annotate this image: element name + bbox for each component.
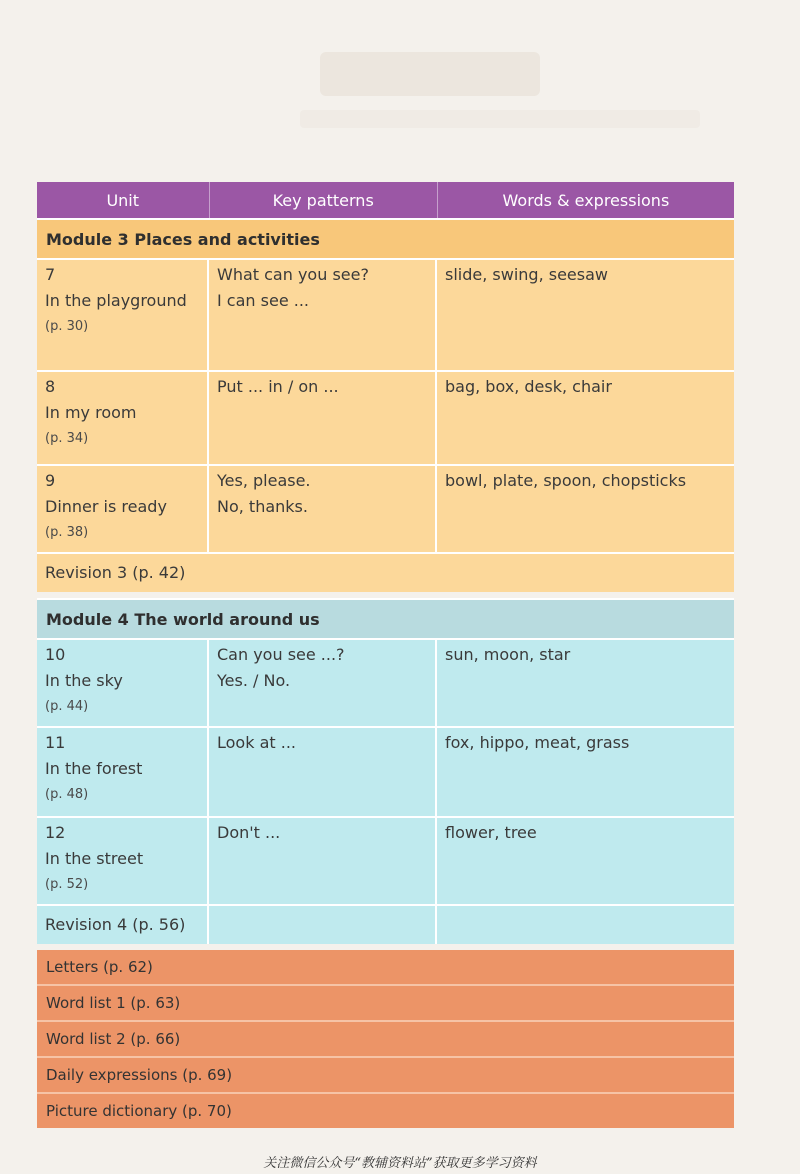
unit-page: (p. 44) (45, 699, 89, 714)
pattern-line: Yes, please. (217, 471, 311, 490)
patterns-cell (209, 260, 437, 370)
table-row[interactable] (37, 464, 734, 552)
table-row[interactable] (37, 370, 734, 464)
contents-table (37, 182, 734, 1128)
extras-item-daily-expressions[interactable]: Daily expressions (p. 69) (37, 1056, 734, 1092)
extras-item-picture-dictionary[interactable]: Picture dictionary (p. 70) (37, 1092, 734, 1128)
unit-number: 8 (45, 377, 56, 396)
unit-number: 10 (45, 645, 66, 664)
pattern-line: Can you see ...? (217, 645, 345, 664)
footer-note: 关注微信公众号“教辅资料站”获取更多学习资料 (263, 1156, 537, 1171)
table-row[interactable] (37, 638, 734, 726)
unit-number: 7 (45, 265, 56, 284)
pattern-line: Yes. / No. (217, 671, 291, 690)
patterns-cell (209, 466, 437, 552)
patterns-cell (209, 372, 437, 464)
module-3-section (37, 218, 734, 592)
words-cell: fox, hippo, meat, grass (445, 733, 630, 752)
patterns-cell (209, 818, 437, 904)
revision-label: Revision 3 (p. 42) (45, 563, 186, 582)
unit-cell (37, 466, 209, 552)
extras-section (37, 950, 734, 1128)
table-header (37, 182, 734, 218)
header-unit: Unit (37, 182, 210, 218)
unit-cell (37, 640, 209, 726)
unit-page: (p. 52) (45, 877, 89, 892)
unit-name: Dinner is ready (45, 497, 167, 516)
header-key-patterns: Key patterns (210, 182, 438, 218)
unit-number: 11 (45, 733, 66, 752)
pattern-line: Don't ... (217, 823, 281, 842)
revision-row[interactable] (37, 552, 734, 592)
words-cell: flower, tree (445, 823, 537, 842)
pattern-line: I can see ... (217, 291, 309, 310)
faded-page-title (320, 52, 540, 96)
module-title: Module 4 The world around us (37, 598, 734, 638)
module-4-section (37, 598, 734, 944)
unit-page: (p. 38) (45, 525, 89, 540)
empty-cell (437, 906, 734, 944)
unit-page: (p. 48) (45, 787, 89, 802)
pattern-line: Put ... in / on ... (217, 377, 339, 396)
header-words: Words & expressions (502, 190, 670, 210)
pattern-line: No, thanks. (217, 497, 308, 516)
extras-item-word-list-2[interactable]: Word list 2 (p. 66) (37, 1020, 734, 1056)
unit-name: In the street (45, 849, 144, 868)
unit-number: 12 (45, 823, 66, 842)
unit-number: 9 (45, 471, 56, 490)
patterns-cell (209, 728, 437, 816)
pattern-line: What can you see? (217, 265, 369, 284)
unit-cell (37, 372, 209, 464)
unit-page: (p. 34) (45, 431, 89, 446)
table-row[interactable] (37, 726, 734, 816)
unit-cell (37, 818, 209, 904)
extras-item-word-list-1[interactable]: Word list 1 (p. 63) (37, 984, 734, 1020)
table-row[interactable] (37, 258, 734, 370)
unit-name: In the sky (45, 671, 123, 690)
revision-label: Revision 4 (p. 56) (37, 906, 209, 944)
words-cell: sun, moon, star (445, 645, 571, 664)
faded-subtitle (300, 110, 700, 128)
unit-name: In the forest (45, 759, 143, 778)
empty-cell (209, 906, 437, 944)
revision-row[interactable] (37, 904, 734, 944)
unit-name: In my room (45, 403, 137, 422)
pattern-line: Look at ... (217, 733, 296, 752)
patterns-cell (209, 640, 437, 726)
unit-name: In the playground (45, 291, 187, 310)
unit-page: (p. 30) (45, 319, 89, 334)
words-cell: bag, box, desk, chair (445, 377, 612, 396)
extras-item-letters[interactable]: Letters (p. 62) (37, 950, 734, 984)
table-row[interactable] (37, 816, 734, 904)
unit-cell (37, 728, 209, 816)
unit-cell (37, 260, 209, 370)
words-cell: slide, swing, seesaw (445, 265, 608, 284)
words-cell: bowl, plate, spoon, chopsticks (445, 471, 687, 490)
module-title: Module 3 Places and activities (37, 218, 734, 258)
